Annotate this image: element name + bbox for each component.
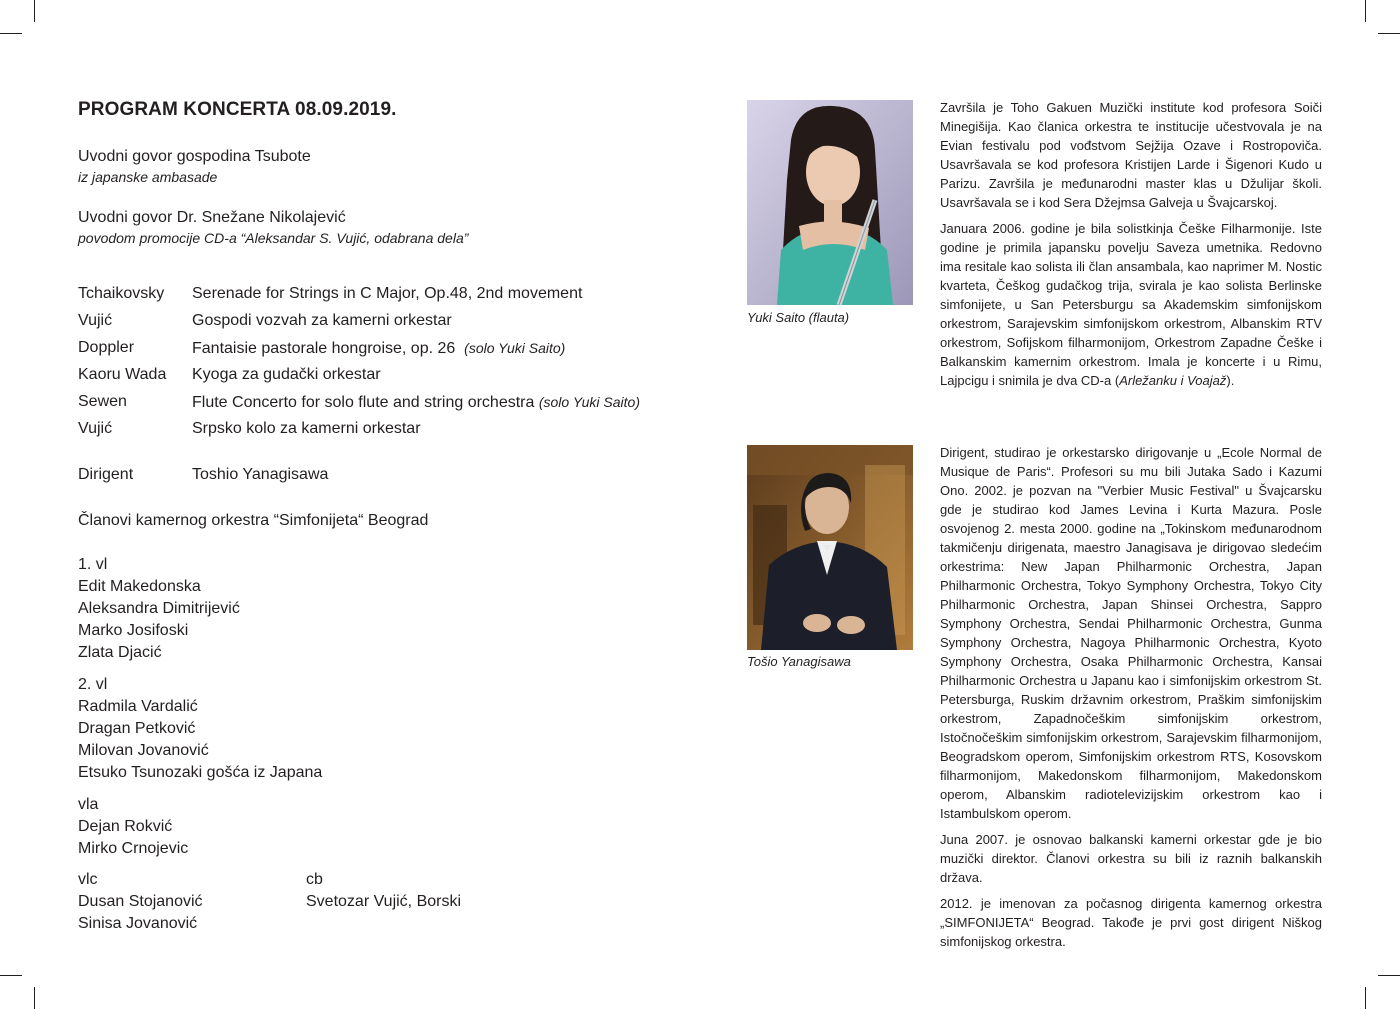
section-bass (306, 869, 461, 913)
member: Milovan Jovanović (78, 742, 209, 759)
member: Svetozar Vujić, Borski (306, 893, 462, 910)
intro-speech-1 (78, 146, 311, 187)
work-title: Serenade for Strings in C Major, Op.48, 2nd movement (192, 285, 583, 302)
section-viola (78, 794, 188, 860)
conductor-photo (747, 445, 913, 650)
bio-paragraph: Završila je Toho Gakuen Muzički institute kod profesora Soiči Minegišija. Kao članica orkestra te institucije učestvovala je na Evian festivalu pod vođstvom Sejžija Ozave i Rostropoviča. Usavršavala se kod profesora Kristijen Larde i Šigenori Kudo u Parizu. Završila je međunarodni master klas u Džulijar školi. Usavršavala se i kod Sera Džejmsa Galveja u Švajcarskoj. (940, 100, 1322, 210)
member: Dejan Rokvić (78, 818, 173, 835)
conductor-bio (940, 443, 1322, 958)
crop-mark (34, 0, 35, 22)
crop-mark (1378, 975, 1400, 976)
orchestra-title: Članovi kamernog orkestra “Simfonijeta“ Beograd (78, 512, 429, 529)
member: Dragan Petković (78, 720, 196, 737)
member: Dusan Stojanović (78, 893, 203, 910)
intro-line: Uvodni govor Dr. Snežane Nikolajević (78, 209, 346, 226)
crop-mark (1378, 33, 1400, 34)
crop-mark (34, 987, 35, 1009)
composer: Kaoru Wada (78, 366, 167, 383)
bio-paragraph: Juna 2007. je osnovao balkanski kamerni orkestar gde je bio muzički direktor. Članovi orkestra su bili iz raznih balkanskih država. (940, 832, 1322, 885)
soloist-note: (solo Yuki Saito) (464, 340, 566, 356)
composer: Vujić (78, 420, 113, 437)
bio-paragraph (940, 219, 1322, 390)
bio-paragraph: Dirigent, studirao je orkestarsko dirigovanje u „Ecole Normal de Musique de Paris“. Profesori su mu bili Jutaka Sado i Kazumi Ono. 2002. je pozvan na "Verbier Music Festival" u Švajcarsku gde je studirao kod James Levina i Kurta Mazura. Posle osvojenog 2. mesta 2000. godine na „Tokinskom međunarodnom takmičenju dirigenata, maestro Janagisava je dirigovao sledećim orkestrima: New Japan Philharmonic Orchestra, Japan Philharmonic Orchestra, Tokyo Symphony Orchestra, Tokyo City Philharmonic Orchestra, Japan Shinsei Orchestra, Sappro Symphony Orchestra, Sendai Philharmonic Orchestra, Gunma Symphony Orchestra, Nagoya Philharmonic Orchestra, Kyoto Symphony Orchestra, Osaka Philharmonic Orchestra, Kansai Philharmonic Orchestra u Japanu kao i simfonijskim orkestrom St. Petersburga, Ruskim državnim orkestrom, Praškim simfonijskim orkestrom, Zapadnočeškim simfonijskim orkestrom, Istočnočeškim simfonijskim orkestrom, Sarajevskim filharmonijom, Beogradskom operom, Simfonijskim orkestrom RTS, Kosovskom filharmonijom, Makedonskom filharmonijom, Makedonskom operom, Albanskim radiotelevizijskim orkestrom kao i Istambulskom operom. (940, 445, 1322, 821)
soloist-bio (940, 98, 1322, 397)
section-violin-2 (78, 674, 322, 784)
work-title: Fantaisie pastorale hongroise, op. 26 (192, 340, 456, 357)
bio-paragraph: 2012. je imenovan za počasnog dirigenta kamernog orkestra „SIMFONIJETA“ Beograd. Takođe je prvi gost dirigent Niškog simfonijskog orkestra. (940, 896, 1322, 949)
section-title: 2. vl (78, 676, 108, 693)
bio-text-end: ). (1226, 373, 1235, 388)
intro-speech-2 (78, 207, 468, 248)
conductor-label: Dirigent (78, 466, 134, 483)
crop-mark (1365, 987, 1366, 1009)
work-title: Gospodi vozvah za kamerni orkestar (192, 312, 452, 329)
intro-subline: povodom promocije CD-a “Aleksandar S. Vujić, odabrana dela” (78, 230, 469, 246)
bio-text: Januara 2006. godine je bila solistkinja Češke Filharmonije. Iste godine je primila japansku povelju Saveza umetnika. Redovno ima resitale kao solista ili član ansambala, kao naprimer M. Nostic kvarteta, Češkog gudačkog trija, svirala je kao solista Berlinske simfonijete, u San Petersburgu sa Akademskim simfonijskom orkestrom, Sarajevskim simfonijskom orkestrom, Albanskim RTV orkestrom, Sofijskom filharmonijom, Orkestrom Zapadne Češke i Balkanskim kamernim orkestrom. Imala je koncerte i u Rimu, Lajpcigu i snimila je dva CD-a ( (940, 221, 1322, 388)
member: Etsuko Tsunozaki gošća iz Japana (78, 764, 323, 781)
section-cello (78, 869, 203, 935)
member: Mirko Crnojevic (78, 840, 189, 857)
section-title: vla (78, 796, 99, 813)
composer: Tchaikovsky (78, 285, 165, 302)
section-title: cb (306, 871, 323, 888)
member: Sinisa Jovanović (78, 915, 198, 932)
member: Aleksandra Dimitrijević (78, 600, 240, 617)
crop-mark (1365, 0, 1366, 22)
member: Marko Josifoski (78, 622, 189, 639)
soloist-caption: Yuki Saito (flauta) (747, 310, 850, 325)
soloist-photo (747, 100, 913, 305)
intro-line: Uvodni govor gospodina Tsubote (78, 148, 311, 165)
section-title: vlc (78, 871, 98, 888)
program-column (78, 96, 678, 932)
conductor-name: Toshio Yanagisawa (192, 466, 329, 483)
work-title: Srpsko kolo za kamerni orkestar (192, 420, 421, 437)
member: Edit Makedonska (78, 578, 201, 595)
composer: Vujić (78, 312, 113, 329)
work-title: Kyoga za gudački orkestar (192, 366, 381, 383)
intro-subline: iz japanske ambasade (78, 169, 218, 185)
member: Radmila Vardalić (78, 698, 198, 715)
soloist-note: (solo Yuki Saito) (538, 394, 641, 410)
section-title: 1. vl (78, 556, 108, 573)
program-title: PROGRAM KONCERTA 08.09.2019. (78, 99, 397, 120)
section-violin-1 (78, 554, 240, 664)
crop-mark (0, 975, 22, 976)
cd-titles: Arležanku i Voajaž (1119, 373, 1227, 388)
crop-mark (0, 33, 22, 34)
composer: Sewen (78, 393, 127, 410)
composer: Doppler (78, 339, 135, 356)
work-title: Flute Concerto for solo flute and string orchestra (192, 394, 535, 411)
member: Zlata Djacić (78, 644, 162, 661)
conductor-caption: Tošio Yanagisawa (747, 654, 851, 669)
